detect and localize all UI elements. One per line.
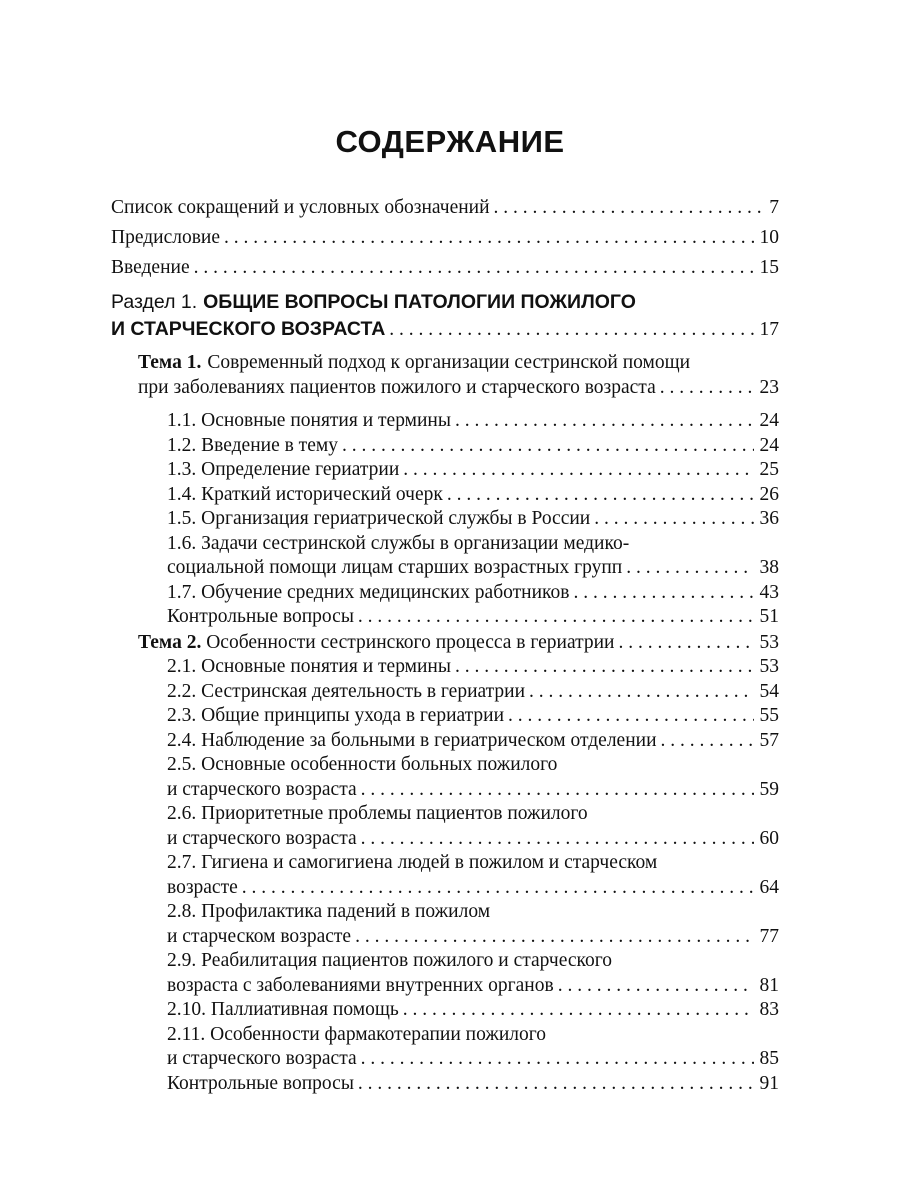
toc-item-2-6-text: и старческого возраста [167, 827, 357, 849]
toc-item-2-11-line1-text: 2.11. Особенности фармакотерапии пожилого [167, 1023, 546, 1045]
toc-topic-1-heading: Тема 1. Современный подход к организации сестринской помощи [138, 352, 691, 373]
toc-item-2-9-line1 [167, 948, 612, 974]
page-number: 64 [759, 876, 779, 898]
page-number: 36 [759, 508, 779, 529]
toc-item-1-3 [167, 457, 779, 483]
toc-item-2-1 [167, 654, 779, 680]
toc-item-2-6-line1-text: 2.6. Приоритетные проблемы пациентов пожилого [167, 803, 588, 824]
toc-section-1-text: И СТАРЧЕСКОГО ВОЗРАСТА [111, 318, 386, 340]
leader-dots [626, 555, 753, 581]
leader-dots [342, 433, 754, 459]
leader-dots [529, 679, 753, 705]
leader-dots [194, 255, 754, 281]
leader-dots [389, 317, 753, 343]
leader-dots [358, 604, 754, 630]
toc-item-2-11 [167, 1046, 779, 1072]
toc-item-2-7-line1 [167, 850, 657, 876]
toc-item-2-5-line1-text: 2.5. Основные особенности больных пожилого [167, 754, 558, 775]
toc-item-2-4-text: 2.4. Наблюдение за больными в гериатрическом отделении [167, 729, 657, 751]
toc-item-1-8-text: Контрольные вопросы [167, 606, 354, 627]
leader-dots [361, 826, 754, 852]
toc-topic-1 [138, 375, 779, 401]
page-number: 60 [759, 827, 779, 849]
toc-item-1-6 [167, 555, 779, 581]
page-title: СОДЕРЖАНИЕ [335, 124, 565, 159]
toc-item-2-10-text: 2.10. Паллиативная помощь [167, 999, 399, 1020]
toc-item-2-7-text: возрасте [167, 876, 238, 898]
toc-item-2-7 [167, 875, 779, 901]
toc-item-1-6-text: социальной помощи лицам старших возрастных групп [167, 557, 623, 578]
page-number: 83 [759, 999, 779, 1020]
page-number: 17 [759, 319, 779, 340]
page-number: 24 [759, 434, 779, 456]
toc-topic-2-text: Тема 2. Особенности сестринского процесса в гериатрии [138, 632, 615, 653]
toc-item-2-12-text: Контрольные вопросы [167, 1072, 354, 1094]
toc-item-1-1-text: 1.1. Основные понятия и термины [167, 410, 451, 431]
leader-dots [358, 1071, 754, 1097]
leader-dots [573, 580, 753, 606]
toc-item-2-10 [167, 997, 779, 1023]
toc-topic-1-text: при заболеваниях пациентов пожилого и старческого возраста [138, 377, 656, 398]
page-number: 26 [759, 483, 779, 505]
toc-item-2-7-line1-text: 2.7. Гигиена и самогигиена людей в пожилом и старческом [167, 852, 658, 873]
toc-item-1-6-line1-text: 1.6. Задачи сестринской службы в организации медико- [167, 532, 630, 554]
page-number: 91 [759, 1072, 779, 1094]
toc-item-1-3-text: 1.3. Определение гериатрии [167, 459, 400, 480]
page-number: 57 [759, 729, 779, 751]
leader-dots [224, 225, 753, 251]
toc-item-2-5-line1 [167, 752, 557, 778]
leader-dots [242, 875, 754, 901]
leader-dots [361, 777, 754, 803]
page-number: 10 [759, 227, 779, 248]
page-number: 53 [759, 656, 779, 677]
leader-dots [355, 924, 753, 950]
toc-item-2-8-text: и старческом возрасте [167, 925, 352, 947]
toc-item-1-5-text: 1.5. Организация гериатрической службы в России [167, 508, 591, 529]
toc-item-1-4-text: 1.4. Краткий исторический очерк [167, 483, 443, 505]
toc-item-1-7-text: 1.7. Обучение средних медицинских работников [167, 581, 570, 603]
toc-item-1-2 [167, 433, 779, 459]
leader-dots [558, 973, 754, 999]
leader-dots [455, 654, 754, 680]
toc-item-2-9 [167, 973, 779, 999]
toc-topic-2 [138, 630, 779, 656]
toc-item-2-6 [167, 826, 779, 852]
toc-entry-abbreviations-text: Список сокращений и условных обозначений [111, 197, 490, 218]
leader-dots [361, 1046, 754, 1072]
leader-dots [494, 195, 764, 221]
toc-item-2-8 [167, 924, 779, 950]
page-number: 55 [759, 705, 779, 726]
page-number: 85 [759, 1048, 779, 1069]
toc-item-2-1-text: 2.1. Основные понятия и термины [167, 656, 451, 677]
page-number: 38 [759, 557, 779, 578]
toc-entry-preface-text: Предисловие [111, 227, 221, 248]
leader-dots [594, 506, 753, 532]
leader-dots [455, 408, 754, 434]
toc-section-1 [111, 316, 779, 342]
toc-item-2-6-line1 [167, 801, 588, 827]
toc-item-1-2-text: 1.2. Введение в тему [167, 434, 338, 456]
page-number: 23 [759, 377, 779, 398]
toc-item-2-9-text: возраста с заболеваниями внутренних органов [167, 974, 554, 996]
page-number: 77 [759, 925, 779, 947]
toc-item-2-2 [167, 679, 779, 705]
toc-item-2-2-text: 2.2. Сестринская деятельность в гериатрии [167, 680, 526, 702]
page-number: 54 [759, 680, 779, 702]
toc-item-2-3-text: 2.3. Общие принципы ухода в гериатрии [167, 705, 505, 726]
toc-item-2-9-line1-text: 2.9. Реабилитация пациентов пожилого и старческого [167, 950, 613, 971]
page-number: 51 [759, 606, 779, 627]
leader-dots [661, 728, 754, 754]
toc-entry-preface [111, 225, 779, 251]
leader-dots [447, 482, 754, 508]
page-number: 24 [759, 410, 779, 431]
toc-item-2-8-line1-text: 2.8. Профилактика падений в пожилом [167, 901, 491, 922]
toc-item-1-5 [167, 506, 779, 532]
toc-item-1-7 [167, 580, 779, 606]
toc-item-2-5-text: и старческого возраста [167, 778, 357, 800]
toc-item-1-8 [167, 604, 779, 630]
page-number: 53 [759, 632, 779, 653]
toc-item-1-1 [167, 408, 779, 434]
toc-item-1-4 [167, 482, 779, 508]
toc-item-2-11-text: и старческого возраста [167, 1048, 357, 1069]
page-number: 81 [759, 974, 779, 996]
toc-item-2-5 [167, 777, 779, 803]
toc-item-2-4 [167, 728, 779, 754]
page-number: 43 [759, 581, 779, 603]
leader-dots [660, 375, 754, 401]
leader-dots [508, 703, 753, 729]
toc-item-2-8-line1 [167, 899, 490, 925]
toc-item-1-6-line1 [167, 531, 629, 557]
page-number: 25 [759, 459, 779, 480]
toc-entry-introduction-text: Введение [111, 257, 190, 278]
leader-dots [403, 457, 753, 483]
page-number: 15 [759, 257, 779, 278]
toc-item-2-12 [167, 1071, 779, 1097]
leader-dots [403, 997, 754, 1023]
toc-entry-abbreviations [111, 195, 779, 221]
toc-item-2-11-line1 [167, 1022, 546, 1048]
toc-section-1-heading: Раздел 1. ОБЩИЕ ВОПРОСЫ ПАТОЛОГИИ ПОЖИЛОГО [111, 291, 636, 313]
toc-entry-introduction [111, 255, 779, 281]
toc-item-2-3 [167, 703, 779, 729]
leader-dots [618, 630, 753, 656]
page-number: 59 [759, 778, 779, 800]
page-number: 7 [769, 197, 779, 218]
